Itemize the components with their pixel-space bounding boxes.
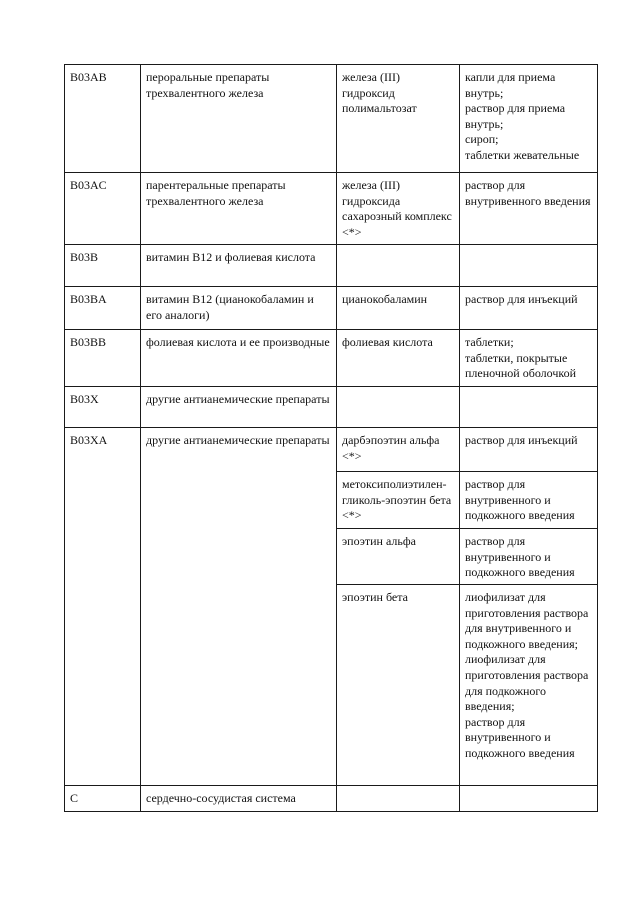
drug-name-cell: цианокобаламин — [337, 287, 460, 330]
dosage-form-cell: раствор для внутривенного введения — [460, 173, 598, 245]
anatomical-group-cell: пероральные препараты трехвалентного железа — [141, 65, 337, 173]
anatomical-group-cell: другие антианемические препараты — [141, 387, 337, 428]
atc-code-cell: B03AB — [65, 65, 141, 173]
drug-name-cell: железа (III) гидроксид полимальтозат — [337, 65, 460, 173]
dosage-form-cell — [460, 245, 598, 287]
dosage-form-cell: раствор для внутривенного и подкожного введения — [460, 472, 598, 529]
atc-code-cell: C — [65, 786, 141, 812]
anatomical-group-cell: парентеральные препараты трехвалентного железа — [141, 173, 337, 245]
dosage-form-cell: раствор для инъекций — [460, 428, 598, 472]
dosage-form-cell: раствор для внутривенного и подкожного введения — [460, 529, 598, 585]
table-row — [65, 330, 598, 387]
table-row — [65, 65, 598, 173]
anatomical-group-cell: витамин B12 (цианокобаламин и его аналоги) — [141, 287, 337, 330]
atc-code-cell: B03XA — [65, 428, 141, 786]
table-row — [65, 173, 598, 245]
atc-code-cell: B03X — [65, 387, 141, 428]
drug-name-cell — [337, 786, 460, 812]
drug-name-cell: эпоэтин бета — [337, 585, 460, 786]
table-row — [65, 387, 598, 428]
drug-name-cell: эпоэтин альфа — [337, 529, 460, 585]
dosage-form-cell — [460, 786, 598, 812]
atc-code-cell: B03BB — [65, 330, 141, 387]
drug-name-cell — [337, 387, 460, 428]
atc-code-cell: B03BA — [65, 287, 141, 330]
anatomical-group-cell: другие антианемические препараты — [141, 428, 337, 786]
dosage-form-cell: лиофилизат для приготовления раствора для внутривенного и подкожного введения; лиофилизат для приготовления раствора для подкожного введения; раствор для внутривенного и подкожного введения — [460, 585, 598, 786]
dosage-form-cell: раствор для инъекций — [460, 287, 598, 330]
anatomical-group-cell: фолиевая кислота и ее производные — [141, 330, 337, 387]
dosage-form-cell: таблетки; таблетки, покрытые пленочной оболочкой — [460, 330, 598, 387]
drug-name-cell: фолиевая кислота — [337, 330, 460, 387]
atc-code-cell: B03AC — [65, 173, 141, 245]
drug-name-cell: дарбэпоэтин альфа <*> — [337, 428, 460, 472]
dosage-form-cell: капли для приема внутрь; раствор для приема внутрь; сироп; таблетки жевательные — [460, 65, 598, 173]
drug-list-table — [64, 64, 598, 812]
table-row — [65, 428, 598, 472]
anatomical-group-cell: витамин B12 и фолиевая кислота — [141, 245, 337, 287]
drug-name-cell — [337, 245, 460, 287]
table-row — [65, 287, 598, 330]
table-row — [65, 786, 598, 812]
anatomical-group-cell: сердечно-сосудистая система — [141, 786, 337, 812]
drug-name-cell: железа (III) гидроксида сахарозный комплекс <*> — [337, 173, 460, 245]
drug-name-cell: метоксиполиэтилен-гликоль-эпоэтин бета <*> — [337, 472, 460, 529]
atc-code-cell: B03B — [65, 245, 141, 287]
table-row — [65, 245, 598, 287]
dosage-form-cell — [460, 387, 598, 428]
